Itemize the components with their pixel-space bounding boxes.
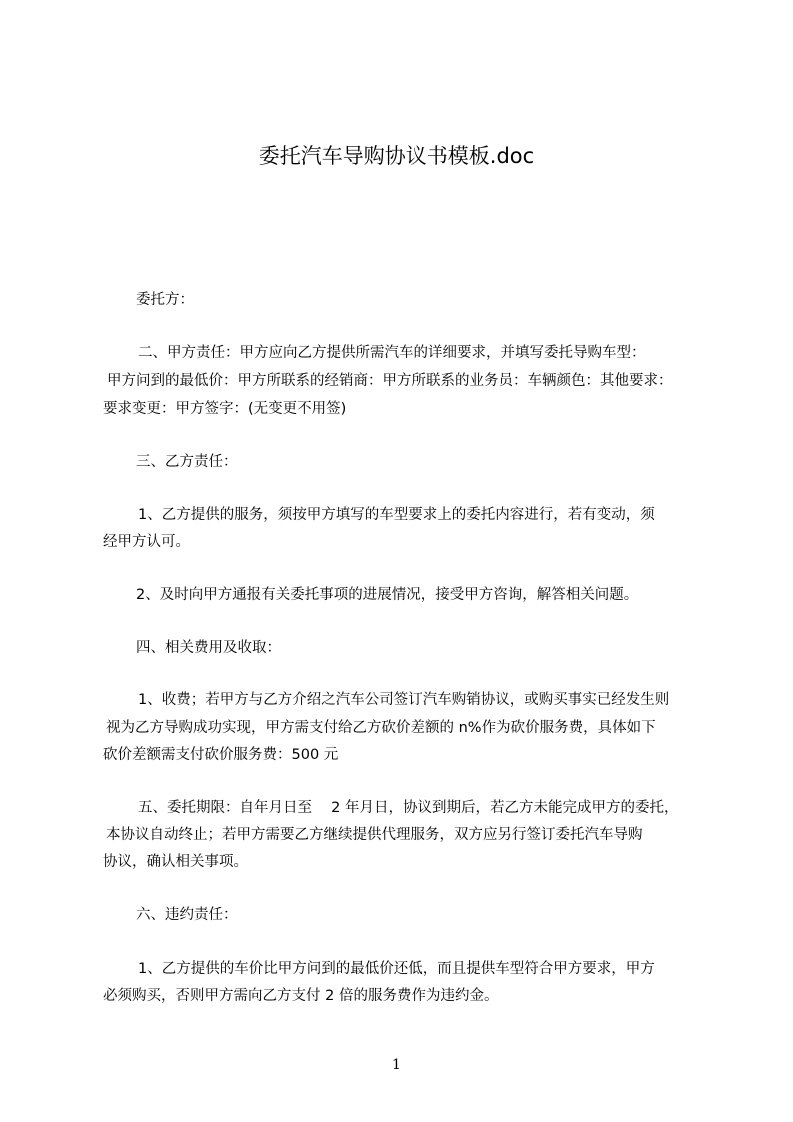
document-title: 委托汽车导购协议书模板.doc — [258, 144, 535, 168]
paragraph-client-party: 委托方： — [136, 292, 194, 308]
paragraph-term-line-3: 协议，确认相关事项。 — [103, 854, 248, 870]
paragraph-party-a-line-3: 要求变更：甲方签字：(无变更不用签) — [103, 401, 347, 417]
paragraph-breach-item-1-line-1: 1、乙方提供的车价比甲方问到的最低价还低，而且提供车型符合甲方要求，甲方 — [138, 961, 655, 977]
paragraph-breach-heading: 六、违约责任： — [136, 907, 238, 923]
paragraph-party-a-line-1: 二、甲方责任：甲方应向乙方提供所需汽车的详细要求，并填写委托导购车型： — [138, 345, 646, 361]
paragraph-breach-item-1-line-2: 必须购买，否则甲方需向乙方支付 2 倍的服务费作为违约金。 — [103, 988, 499, 1004]
paragraph-party-b-heading: 三、乙方责任： — [136, 454, 238, 470]
paragraph-party-b-item-1-line-1: 1、乙方提供的服务，须按甲方填写的车型要求上的委托内容进行，若有变动，须 — [138, 507, 655, 523]
paragraph-fees-item-1-line-3: 砍价差额需支付砍价服务费：500 元 — [103, 747, 339, 763]
paragraph-term-line-2: 本协议自动终止；若甲方需要乙方继续提供代理服务，双方应另行签订委托汽车导购 — [106, 827, 643, 843]
paragraph-party-b-item-2: 2、及时向甲方通报有关委托事项的进展情况，接受甲方咨询，解答相关问题。 — [136, 587, 639, 603]
paragraph-term-line-1: 五、委托期限：自年月日至 2 年月日，协议到期后，若乙方未能完成甲方的委托， — [138, 800, 679, 816]
paragraph-fees-item-1-line-2: 视为乙方导购成功实现，甲方需支付给乙方砍价差额的 n%作为砍价服务费，具体如下 — [106, 720, 656, 736]
paragraph-party-a-line-2: 甲方问到的最低价：甲方所联系的经销商：甲方所联系的业务员：车辆颜色：其他要求： — [107, 373, 673, 389]
paragraph-fees-item-1-line-1: 1、收费；若甲方与乙方介绍之汽车公司签订汽车购销协议，或购买事实已经发生则 — [138, 692, 670, 708]
paragraph-party-b-item-1-line-2: 经甲方认可。 — [103, 534, 190, 550]
page-number: 1 — [392, 1057, 401, 1073]
paragraph-fees-heading: 四、相关费用及收取： — [136, 640, 281, 656]
